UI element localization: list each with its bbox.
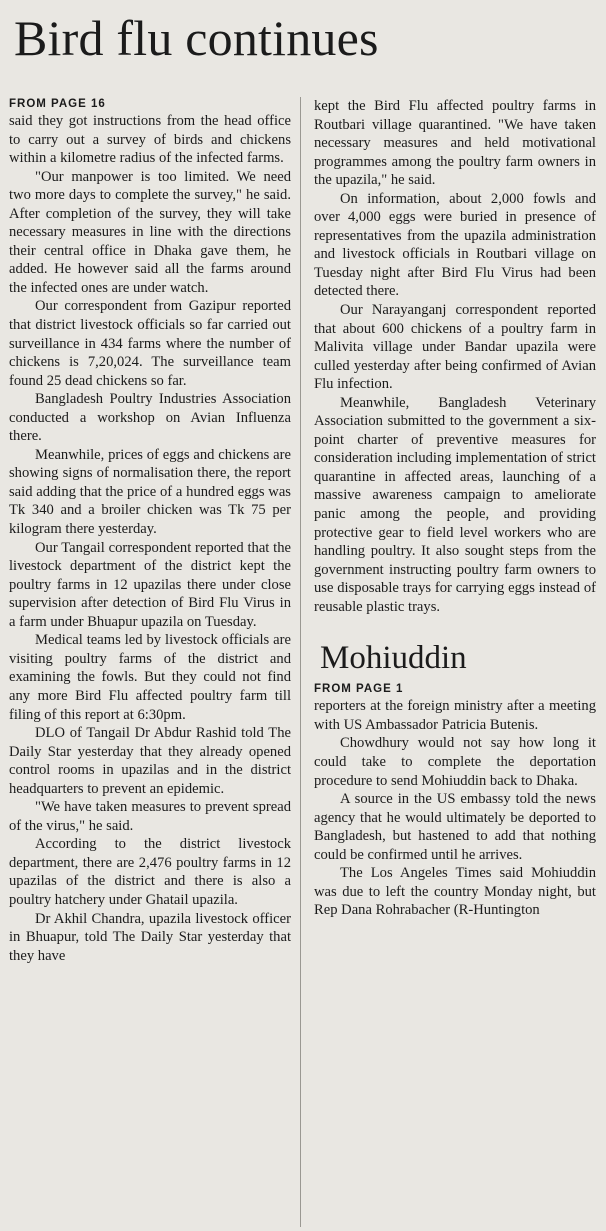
paragraph: said they got instructions from the head office to carry out a survey of birds and chickens within a kilometre radius of the infected farms.: [9, 113, 291, 167]
article-bird-flu-right-column: [314, 97, 596, 920]
paragraph: Our Narayanganj correspondent reported that about 600 chickens of a poultry farm in Malivita village under Bandar upazila were culled yesterday after being confirmed of Avian Flu infection.: [314, 302, 596, 393]
paragraph: Meanwhile, Bangladesh Veterinary Association submitted to the government a six-point charter of preventive measures for consideration including implementation of strict quarantine in affected areas, launching of a massive awareness campaign to ameliorate panic among the people, and providing protective gear to field level workers who are handling poultry. It also sought steps from the government instructing poultry farm owners to use disposable trays for carrying eggs instead of reusable plastic trays.: [314, 394, 596, 615]
kicker-from-page-16: FROM PAGE 16: [9, 98, 106, 110]
paragraph: According to the district livestock department, there are 2,476 poultry farms in 12 upazilas of the district and there is also a poultry hatchery under Ghatail upazila.: [9, 836, 291, 908]
paragraph: Bangladesh Poultry Industries Association conducted a workshop on Avian Influenza there.: [9, 391, 291, 445]
paragraph: On information, about 2,000 fowls and over 4,000 eggs were buried in presence of representatives from the upazila administration and livestock officials in Routbari village on Tuesday night after Bird Flu Virus had been detected there.: [314, 190, 596, 300]
paragraph: Dr Akhil Chandra, upazila livestock officer in Bhuapur, told The Daily Star yesterday that they have: [9, 910, 291, 964]
paragraph: DLO of Tangail Dr Abdur Rashid told The Daily Star yesterday that they already opened control rooms in upazilas and in the district headquarters to prevent an epidemic.: [9, 725, 291, 797]
paragraph: "We have taken measures to prevent spread of the virus," he said.: [9, 799, 291, 834]
paragraph: "Our manpower is too limited. We need two more days to complete the survey," he said. After completion of the survey, they will take necessary measures in line with the directions their central office in Dhaka gave them, he added. He however said all the farms around the infected ones are under watch.: [9, 168, 291, 296]
article-mohiuddin: [314, 638, 596, 920]
column-divider: [300, 97, 301, 1227]
paragraph: Our Tangail correspondent reported that the livestock department of the district kept the poultry farms in 12 upazilas there under close supervision after detection of Bird Flu Virus in a farm under Bhuapur upazila on Tuesday.: [9, 539, 291, 630]
article-bird-flu-left-column: [9, 95, 291, 965]
paragraph: reporters at the foreign ministry after a meeting with US Ambassador Patricia Butenis.: [314, 698, 596, 733]
paragraph: Our correspondent from Gazipur reported that district livestock officials so far carried out surveillance in 434 farms where the number of chickens is 7,20,024. The surveillance team found 25 dead chickens so far.: [9, 298, 291, 389]
kicker-from-page-1: FROM PAGE 1: [314, 683, 404, 696]
headline-mohiuddin: Mohiuddin: [320, 640, 467, 677]
paragraph: The Los Angeles Times said Mohiuddin was due to left the country Monday night, but Rep Dana Rohrabacher (R-Huntington: [314, 865, 596, 919]
paragraph: A source in the US embassy told the news agency that he would ultimately be deported to Bangladesh, but hastened to add that nothing could be confirmed until he arrives.: [314, 791, 596, 863]
paragraph: kept the Bird Flu affected poultry farms in Routbari village quarantined. "We have taken necessary measures and held motivational programmes among the poultry farm owners in the upazila," he said.: [314, 98, 596, 189]
headline-bird-flu: Bird flu continues: [14, 10, 379, 66]
paragraph: Chowdhury would not say how long it could take to complete the deportation procedure to send Mohiuddin back to Dhaka.: [314, 735, 596, 789]
paragraph: Medical teams led by livestock officials are visiting poultry farms of the district and examining the fowls. But they could not find any more Bird Flu affected poultry farm till filing of this report at 6:30pm.: [9, 632, 291, 723]
paragraph: Meanwhile, prices of eggs and chickens are showing signs of normalisation there, the report said adding that the price of a hundred eggs was Tk 340 and a broiler chicken was Tk 75 per kilogram there yesterday.: [9, 446, 291, 538]
